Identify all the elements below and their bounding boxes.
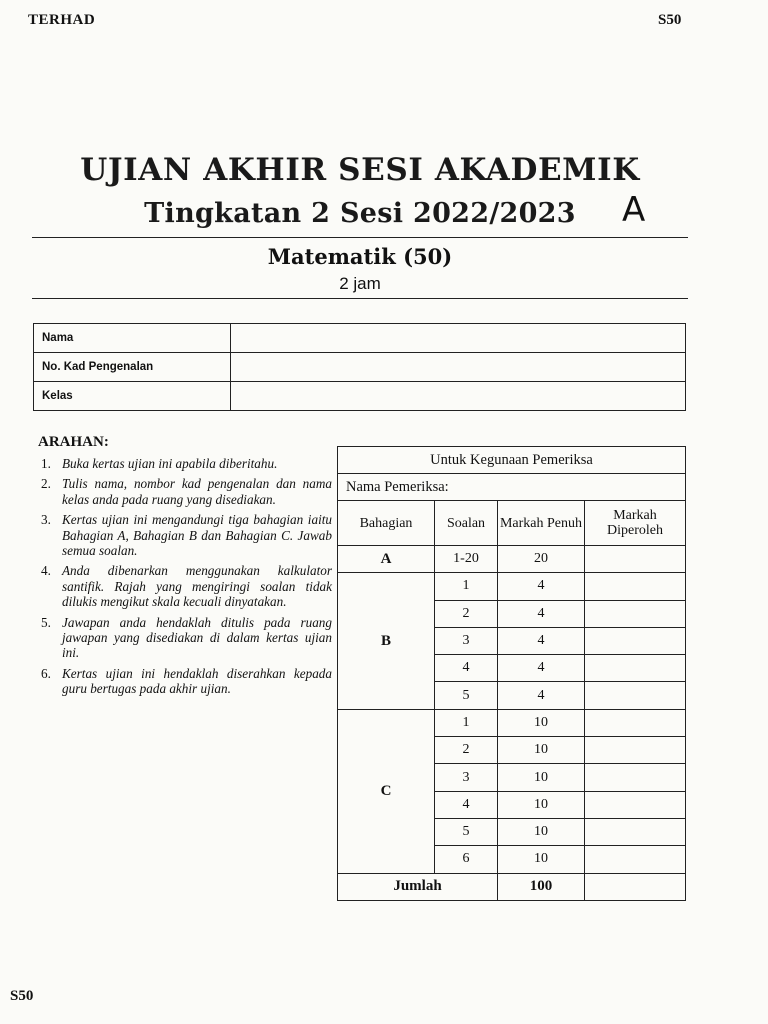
full-marks: 10 bbox=[498, 791, 585, 818]
instruction-item bbox=[36, 615, 332, 661]
instruction-number: 1. bbox=[41, 456, 51, 471]
column-header-full-marks: Markah Penuh bbox=[498, 501, 585, 546]
total-obtained-field[interactable] bbox=[585, 873, 686, 900]
title-divider-bottom bbox=[32, 298, 688, 299]
column-header-row bbox=[338, 501, 686, 546]
header-code: S50 bbox=[658, 12, 682, 28]
question-number: 1 bbox=[435, 709, 498, 736]
instruction-item bbox=[36, 456, 332, 471]
full-marks: 4 bbox=[498, 600, 585, 627]
subject-title: Matematik (50) bbox=[267, 244, 453, 269]
full-marks: 4 bbox=[498, 655, 585, 682]
instruction-number: 4. bbox=[41, 563, 51, 579]
candidate-info-table bbox=[33, 323, 686, 411]
question-number: 3 bbox=[435, 627, 498, 654]
marks-row bbox=[338, 546, 686, 573]
instructions-list bbox=[36, 456, 332, 702]
examiner-table-title-row bbox=[338, 447, 686, 474]
question-number: 2 bbox=[435, 600, 498, 627]
title-divider-top bbox=[32, 237, 688, 238]
candidate-row-class bbox=[34, 382, 686, 411]
total-row bbox=[338, 873, 686, 900]
section-label-b: B bbox=[338, 573, 435, 709]
instruction-item bbox=[36, 563, 332, 609]
field-label: No. Kad Pengenalan bbox=[34, 353, 231, 382]
instruction-number: 5. bbox=[41, 614, 51, 630]
full-marks: 10 bbox=[498, 737, 585, 764]
instruction-text: Kertas ujian ini hendaklah diserahkan kepada guru bertugas pada akhir ujian. bbox=[62, 665, 332, 697]
marks-row bbox=[338, 573, 686, 600]
exam-duration: 2 jam bbox=[339, 274, 381, 293]
question-number: 5 bbox=[435, 818, 498, 845]
examiner-name-label: Nama Pemeriksa: bbox=[338, 474, 686, 501]
obtained-marks-field[interactable] bbox=[585, 573, 686, 600]
obtained-marks-field[interactable] bbox=[585, 627, 686, 654]
column-header-section: Bahagian bbox=[338, 501, 435, 546]
obtained-marks-field[interactable] bbox=[585, 682, 686, 709]
instruction-text: Anda dibenarkan menggunakan kalkulator santifik. Rajah yang mengiringi soalan tidak dilukis mengikut skala kecuali dinyatakan. bbox=[62, 563, 332, 610]
header-classification: TERHAD bbox=[28, 12, 96, 28]
question-number: 2 bbox=[435, 737, 498, 764]
full-marks: 10 bbox=[498, 764, 585, 791]
full-marks: 4 bbox=[498, 627, 585, 654]
column-header-obtained-marks: Markah Diperoleh bbox=[585, 501, 686, 546]
question-number: 5 bbox=[435, 682, 498, 709]
question-number: 1-20 bbox=[435, 546, 498, 573]
field-label: Nama bbox=[34, 324, 231, 353]
instruction-text: Buka kertas ujian ini apabila diberitahu. bbox=[62, 456, 278, 471]
field-label: Kelas bbox=[34, 382, 231, 411]
exam-session: Tingkatan 2 Sesi 2022/2023 bbox=[144, 198, 576, 229]
obtained-marks-field[interactable] bbox=[585, 846, 686, 873]
section-label-c: C bbox=[338, 709, 435, 873]
marks-row bbox=[338, 709, 686, 736]
instruction-number: 3. bbox=[41, 512, 51, 528]
examiner-marks-table bbox=[337, 446, 686, 901]
obtained-marks-field[interactable] bbox=[585, 600, 686, 627]
footer-code: S50 bbox=[10, 988, 34, 1004]
class-field[interactable] bbox=[231, 382, 686, 411]
instruction-text: Tulis nama, nombor kad pengenalan dan nama kelas anda pada ruang yang disediakan. bbox=[62, 476, 332, 507]
ic-number-field[interactable] bbox=[231, 353, 686, 382]
instruction-text: Jawapan anda hendaklah ditulis pada ruang jawapan yang disediakan di dalam kertas ujian ini. bbox=[62, 614, 332, 661]
full-marks: 10 bbox=[498, 709, 585, 736]
obtained-marks-field[interactable] bbox=[585, 737, 686, 764]
exam-title: UJIAN AKHIR SESI AKADEMIK bbox=[80, 152, 640, 188]
total-full-marks: 100 bbox=[498, 873, 585, 900]
column-header-question: Soalan bbox=[435, 501, 498, 546]
obtained-marks-field[interactable] bbox=[585, 818, 686, 845]
obtained-marks-field[interactable] bbox=[585, 709, 686, 736]
question-number: 1 bbox=[435, 573, 498, 600]
full-marks: 10 bbox=[498, 818, 585, 845]
full-marks: 20 bbox=[498, 546, 585, 573]
instruction-item bbox=[36, 666, 332, 697]
examiner-marks-panel bbox=[337, 446, 686, 928]
candidate-row-name bbox=[34, 324, 686, 353]
handwritten-set-mark: A bbox=[622, 190, 646, 230]
obtained-marks-field[interactable] bbox=[585, 655, 686, 682]
question-number: 4 bbox=[435, 791, 498, 818]
instruction-number: 6. bbox=[41, 665, 51, 681]
obtained-marks-field[interactable] bbox=[585, 791, 686, 818]
examiner-table-title: Untuk Kegunaan Pemeriksa bbox=[338, 447, 686, 474]
total-label: Jumlah bbox=[338, 873, 498, 900]
obtained-marks-field[interactable] bbox=[585, 764, 686, 791]
instruction-item bbox=[36, 476, 332, 507]
name-field[interactable] bbox=[231, 324, 686, 353]
candidate-row-ic bbox=[34, 353, 686, 382]
instruction-number: 2. bbox=[41, 476, 51, 492]
examiner-name-row bbox=[338, 474, 686, 501]
full-marks: 4 bbox=[498, 682, 585, 709]
full-marks: 4 bbox=[498, 573, 585, 600]
question-number: 3 bbox=[435, 764, 498, 791]
instruction-item bbox=[36, 512, 332, 558]
instructions-heading: ARAHAN: bbox=[38, 434, 109, 450]
instruction-text: Kertas ujian ini mengandungi tiga bahagian iaitu Bahagian A, Bahagian B dan Bahagian C. Jawab semua soalan. bbox=[62, 512, 332, 559]
obtained-marks-field[interactable] bbox=[585, 546, 686, 573]
section-label-a: A bbox=[338, 546, 435, 573]
full-marks: 10 bbox=[498, 846, 585, 873]
question-number: 6 bbox=[435, 846, 498, 873]
question-number: 4 bbox=[435, 655, 498, 682]
